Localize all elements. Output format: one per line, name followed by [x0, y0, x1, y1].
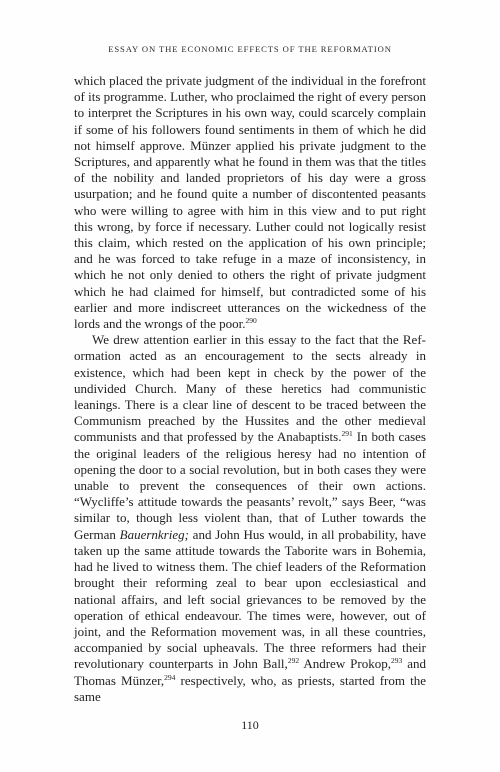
italic-term: Bauernkrieg; [119, 526, 189, 542]
footnote-ref[interactable]: 291 [341, 429, 353, 439]
body-text [74, 73, 426, 705]
paragraph-text: In both cases the original leaders of the religious heresy had no intention of opening the door to a social revolution, but in both cases they were unable to prevent the consequences of their own actions. “Wycliffe’s attitude towards the peasants’ revolt,” says Beer, “was similar to, though less violent than, that of Luther towards the German [74, 429, 426, 542]
page-number: 110 [241, 718, 259, 732]
running-head: ESSAY ON THE ECONOMIC EFFECTS OF THE REFORMATION [108, 44, 392, 54]
paragraph [74, 73, 426, 332]
paragraph-text: and John Hus would, in all probability, have taken up the same attitude towards the Taborite wars in Bohemia, had he lived to witness them. The chief leaders of the Reformation brought their reforming zeal to bear upon ecclesiastical and national affairs, and left social grievances to be removed by the operation of ethical endeavour. The times were, however, out of joint, and the Reformation movement was, in all these countries, accompanied by social upheavals. The three reformers had their revolutionary counterparts in John Ball, [74, 526, 427, 672]
paragraph-text: Andrew Prokop, [299, 656, 391, 672]
paragraph-text: respectively, who, as priests, started from the same [74, 672, 426, 704]
footnote-ref[interactable]: 294 [164, 672, 176, 682]
paragraph-text: We drew attention earlier in this essay to the fact that the Reformation acted as an encouragement to the sects already in existence, which had been kept in check by the power of the undivided Church. Many of these heretics had communistic leanings. There is a clear line of descent to be traced between the Communism preached by the Hussites and the other medieval communists and that professed by the Anabaptists. [74, 332, 426, 445]
footnote-ref[interactable]: 292 [287, 656, 300, 666]
paragraph-text: which placed the private judgment of the individual in the forefront of its programme. Luther, who proclaimed the right of every person to interpret the Scriptures in his own way, could scarcely complain if some of his followers found sentiments in them of which he did not himself approve. Münzer applied his private judgment to the Scriptures, and apparently what he found in them was that the titles of the nobility and landed proprietors of his day were a gross usurpation; and he found quite a number of discontented peasants who were willing to agree with him in this view and to put right this wrong, by force if necessary. Luther could not logically resist this claim, which rested on the application of his own principle; and he was forced to take refuge in a maze of inconsistency, in which he not only denied to others the right of private judgment which he had claimed for himself, but contradicted some of his earlier and more indiscreet utterances on the wickedness of the lords and the wrongs of the poor. [74, 73, 426, 332]
paragraph-text: and Thomas Münzer, [74, 656, 427, 688]
footnote-ref[interactable]: 293 [391, 656, 403, 666]
footnote-ref[interactable]: 290 [245, 316, 257, 326]
paragraph [74, 332, 426, 705]
